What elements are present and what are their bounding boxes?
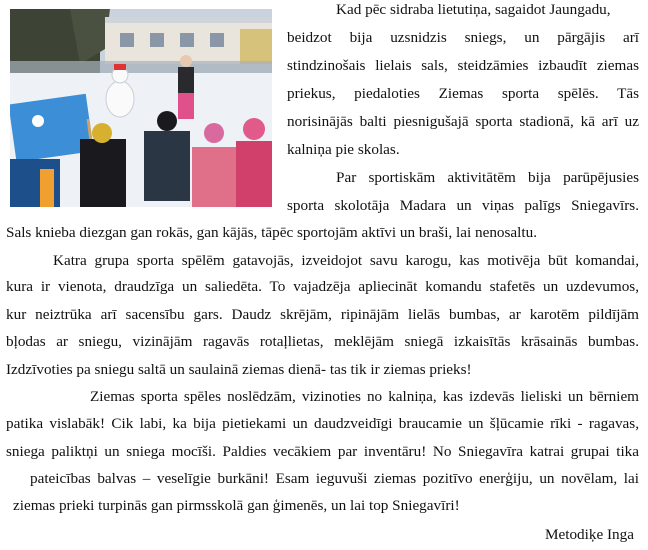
winter-sports-photo bbox=[10, 9, 272, 207]
article-line: Katra grupa sporta spēlēm gatavojās, izveidojot savu karogu, kas motivēja būt komandai, bbox=[53, 252, 639, 269]
article-line: stindzinošais lielais sals, steidzāmies izbaudīt ziemas bbox=[287, 57, 639, 74]
article-line: patika vislabāk! Cik labi, ka bija pietiekami un daudzveidīgi braucamie un šļūcamie rīki - ragavas, bbox=[6, 415, 639, 432]
photo-scene bbox=[10, 9, 272, 207]
article-line: sniega paliktņi un sniega mocīši. Paldies vecākiem par inventāru! No Sniegavīra katrai grupai tika bbox=[6, 443, 639, 460]
signature: Metodiķe Inga bbox=[545, 526, 634, 543]
article-line: bļodas ar sniegu, vizinājām ragavās rotaļlietas, meklējām sniegā izkaisītās krāsainās bumbas. bbox=[6, 333, 639, 350]
article-line: beidzot bija uzsnidzis sniegs, un pārgājis arī bbox=[287, 29, 639, 46]
article-line: kur neiztrūka arī sacensību gars. Daudz skrējām, ripinājām lielās bumbas, ar karotēm pildījām bbox=[6, 306, 639, 323]
article-line: norisinājās balti piesnigušajā sporta stadionā, kā arī uz bbox=[287, 113, 639, 130]
article-line: Izdzīvoties pa sniegu saltā un saulainā ziemas dienā- tas tik ir ziemas prieks! bbox=[6, 361, 472, 378]
article-line: Kad pēc sidraba lietutiņa, sagaidot Jaungadu, bbox=[336, 1, 611, 18]
article-line: pateicības balvas – veselīgie burkāni! Esam ieguvuši ziemas pozitīvo enerģiju, un novēlam, lai bbox=[30, 470, 639, 487]
article-line: sporta skolotāja Madara un viņas palīgs Sniegavīrs. bbox=[287, 197, 639, 214]
article-line: Sals knieba diezgan gan rokās, gan kājās, tāpēc sportojām aktīvi un braši, lai nenosaltu. bbox=[6, 224, 537, 241]
article-line: ziemas prieki turpinās gan pirmsskolā gan ģimenēs, un lai top Sniegavīri! bbox=[13, 497, 460, 514]
article-line: Par sportiskām aktivitātēm bija parūpējusies bbox=[336, 169, 639, 186]
article-line: Ziemas sporta spēles noslēdzām, vizinoties no kalniņa, kas izdevās lieliski un bērniem bbox=[90, 388, 639, 405]
article-line: kalniņa pie skolas. bbox=[287, 141, 400, 158]
article-line: kura ir vienota, draudzīga un saliedēta. To vajadzēja apliecināt komandu stafetēs un uzdevumos, bbox=[6, 278, 639, 295]
article-line: priekus, piedaloties Ziemas sporta spēlēs. Tās bbox=[287, 85, 639, 102]
